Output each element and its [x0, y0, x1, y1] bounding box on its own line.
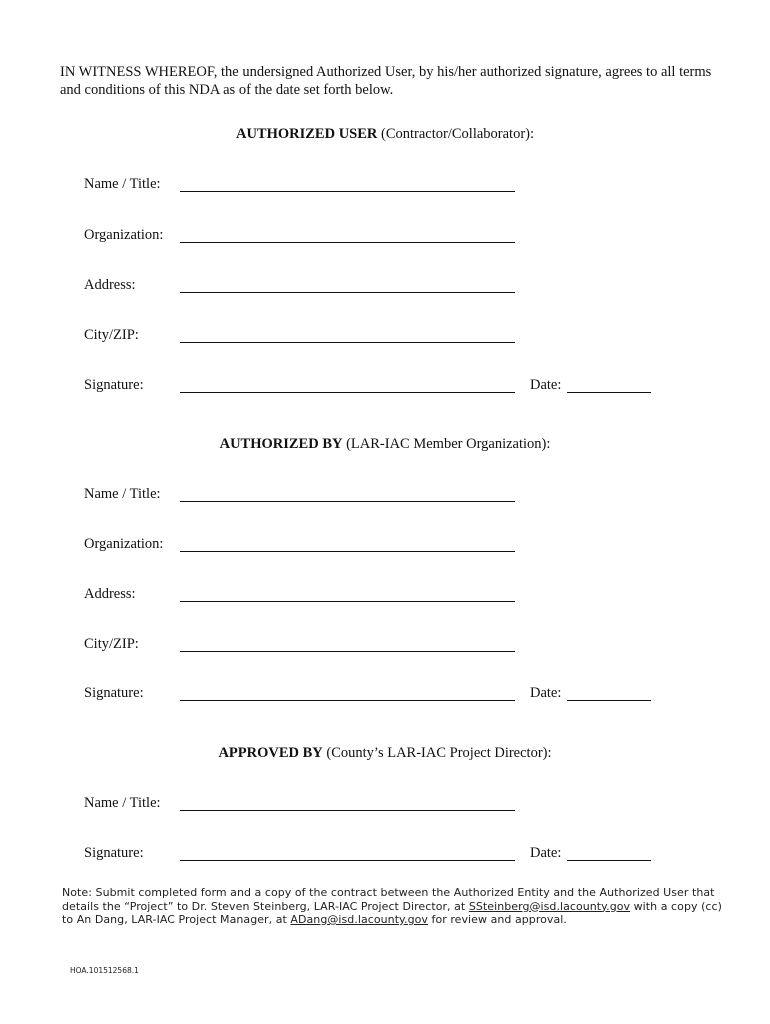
submission-note: [62, 886, 722, 927]
field-label: Address:: [84, 586, 136, 602]
user-address-input-line[interactable]: [180, 292, 515, 293]
field-label: Name / Title:: [84, 795, 161, 811]
field-label: Organization:: [84, 536, 164, 552]
director-name-title-input-line[interactable]: [180, 810, 515, 811]
field-row-user-organization: [0, 227, 770, 249]
date-label: Date:: [530, 377, 562, 393]
note-text: with a copy (cc) to An Dang, LAR-IAC Project Manager, at: [62, 899, 722, 926]
note-text: for review and approval.: [427, 913, 567, 926]
member-city-zip-input-line[interactable]: [180, 651, 515, 652]
field-row-member-organization: [0, 536, 770, 558]
section-title-authorized-by: [0, 436, 770, 453]
dang-email-link[interactable]: ADang@isd.lacounty.gov: [290, 913, 428, 926]
document-id: HOA.101512568.1: [70, 966, 139, 975]
section-title-rest: (LAR-IAC Member Organization):: [342, 436, 551, 452]
field-row-director-signature: [0, 845, 770, 867]
field-label: Name / Title:: [84, 486, 161, 502]
user-name-title-input-line[interactable]: [180, 191, 515, 192]
member-address-input-line[interactable]: [180, 601, 515, 602]
field-label: Signature:: [84, 845, 144, 861]
note-text: Note: Submit completed form and a copy of the contract between the Authorized Entity and the Authorized User that details the “Project” to Dr. Steven Steinberg, LAR-IAC Project Director, at: [62, 886, 715, 913]
section-title-approved-by: [0, 745, 770, 762]
field-label: Signature:: [84, 685, 144, 701]
field-label: Organization:: [84, 227, 164, 243]
section-title-authorized-user: [0, 126, 770, 143]
user-signature-input-line[interactable]: [180, 392, 515, 393]
field-label: Signature:: [84, 377, 144, 393]
steinberg-email-link[interactable]: SSteinberg@isd.lacounty.gov: [468, 899, 631, 913]
field-row-user-name-title: [0, 176, 770, 198]
field-row-member-name-title: [0, 486, 770, 508]
section-title-bold: AUTHORIZED USER: [235, 126, 378, 142]
section-title-rest: (Contractor/Collaborator):: [377, 126, 535, 142]
field-row-director-name-title: [0, 795, 770, 817]
field-label: Address:: [84, 277, 136, 293]
member-organization-input-line[interactable]: [180, 551, 515, 552]
field-row-user-city-zip: [0, 327, 770, 349]
field-label: Name / Title:: [84, 176, 161, 192]
user-organization-input-line[interactable]: [180, 242, 515, 243]
member-signature-input-line[interactable]: [180, 700, 515, 701]
field-row-member-address: [0, 586, 770, 608]
field-row-member-city-zip: [0, 636, 770, 658]
user-city-zip-input-line[interactable]: [180, 342, 515, 343]
field-label: City/ZIP:: [84, 636, 139, 652]
field-row-user-address: [0, 277, 770, 299]
director-date-input-line[interactable]: [567, 860, 651, 861]
section-title-bold: APPROVED BY: [218, 745, 323, 761]
date-label: Date:: [530, 845, 562, 861]
field-label: City/ZIP:: [84, 327, 139, 343]
date-label: Date:: [530, 685, 562, 701]
user-date-input-line[interactable]: [567, 392, 651, 393]
intro-paragraph: IN WITNESS WHEREOF, the undersigned Authorized User, by his/her authorized signature, agrees to all terms and conditions of this NDA as of the date set forth below.: [60, 64, 712, 98]
field-row-user-signature: [0, 377, 770, 399]
director-signature-input-line[interactable]: [180, 860, 515, 861]
section-title-bold: AUTHORIZED BY: [219, 436, 343, 452]
member-date-input-line[interactable]: [567, 700, 651, 701]
field-row-member-signature: [0, 685, 770, 707]
member-name-title-input-line[interactable]: [180, 501, 515, 502]
section-title-rest: (County’s LAR-IAC Project Director):: [322, 745, 552, 761]
